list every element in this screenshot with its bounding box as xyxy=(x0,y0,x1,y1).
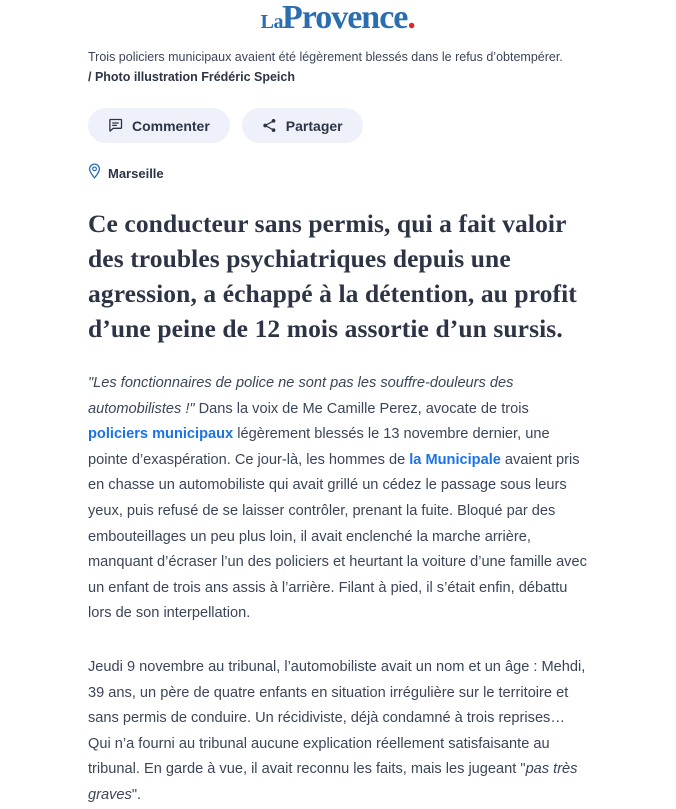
pull-quote: "Les fonctionnaires de police ne sont pas les souffre-douleurs des automobilistes !" xyxy=(88,375,514,417)
comment-button-label: Commenter xyxy=(132,117,210,134)
share-button-label: Partager xyxy=(285,117,343,134)
share-nodes-icon xyxy=(262,118,277,133)
link-policiers-municipaux[interactable]: policiers municipaux xyxy=(88,426,234,443)
logo-wordmark: Provence xyxy=(281,0,408,36)
location-tag[interactable] xyxy=(88,163,588,184)
logo-dot: . xyxy=(407,0,416,36)
logo-prefix: La xyxy=(260,11,283,33)
photo-caption: Trois policiers municipaux avaient été légèrement blessés dans le refus d’obtempérer. xyxy=(88,50,563,64)
photo-credit: / Photo illustration Frédéric Speich xyxy=(88,70,295,84)
article-actions xyxy=(88,108,588,143)
link-la-municipale[interactable]: la Municipale xyxy=(409,451,501,468)
share-button[interactable] xyxy=(242,108,363,143)
location-label: Marseille xyxy=(108,166,164,181)
comment-button[interactable] xyxy=(88,108,230,143)
paragraph-2-part-1: Jeudi 9 novembre au tribunal, l’automobiliste avait un nom et un âge : Mehdi, 39 ans, un père de quatre enfants en situation irrégulière sur le territoire et sans permis de conduire. Un récidiviste, déjà condamné à trois reprises… Qui n’a fourni au tribunal aucune explication réellement satisfaisante au tribunal. En garde à vue, il avait reconnu les faits, mais les jugeant " xyxy=(88,658,586,778)
site-masthead xyxy=(0,0,676,36)
page-title: Ce conducteur sans permis, qui a fait valoir des troubles psychiatriques depuis une agression, a échappé à la détention, au profit d’une peine de 12 mois assortie d’un sursis. xyxy=(88,209,577,343)
map-pin-icon xyxy=(88,163,101,184)
la-provence-logo[interactable] xyxy=(261,1,416,35)
paragraph-1-part-1: Dans la voix de Me Camille Perez, avocate de trois xyxy=(194,400,529,417)
paragraph-2-part-2: ". xyxy=(131,786,142,803)
paragraph-1-part-2: légèrement blessés le 13 novembre dernier, une pointe d’exaspération. Ce jour-là, les hommes de xyxy=(88,426,550,468)
paragraph-2-quote: pas très graves xyxy=(88,761,578,803)
paragraph-1-part-3: avaient pris en chasse un automobiliste qui avait grillé un cédez le passage sous leurs yeux, puis refusé de se laisser contrôler, prenant la fuite. Bloqué par des embouteillages un peu plus loin, il avait enclenché la marche arrière, manquant d’écraser l’un des policiers et heurtant la voiture d’une famille avec un enfant de trois ans assis à l’arrière. Filant à pied, il s’était enfin, débattu lors de son interpellation. xyxy=(88,451,587,622)
article-paragraph-1 xyxy=(88,371,588,627)
comment-bubble-icon xyxy=(108,118,123,133)
article-paragraph-2 xyxy=(88,655,588,809)
article-content xyxy=(0,48,676,809)
